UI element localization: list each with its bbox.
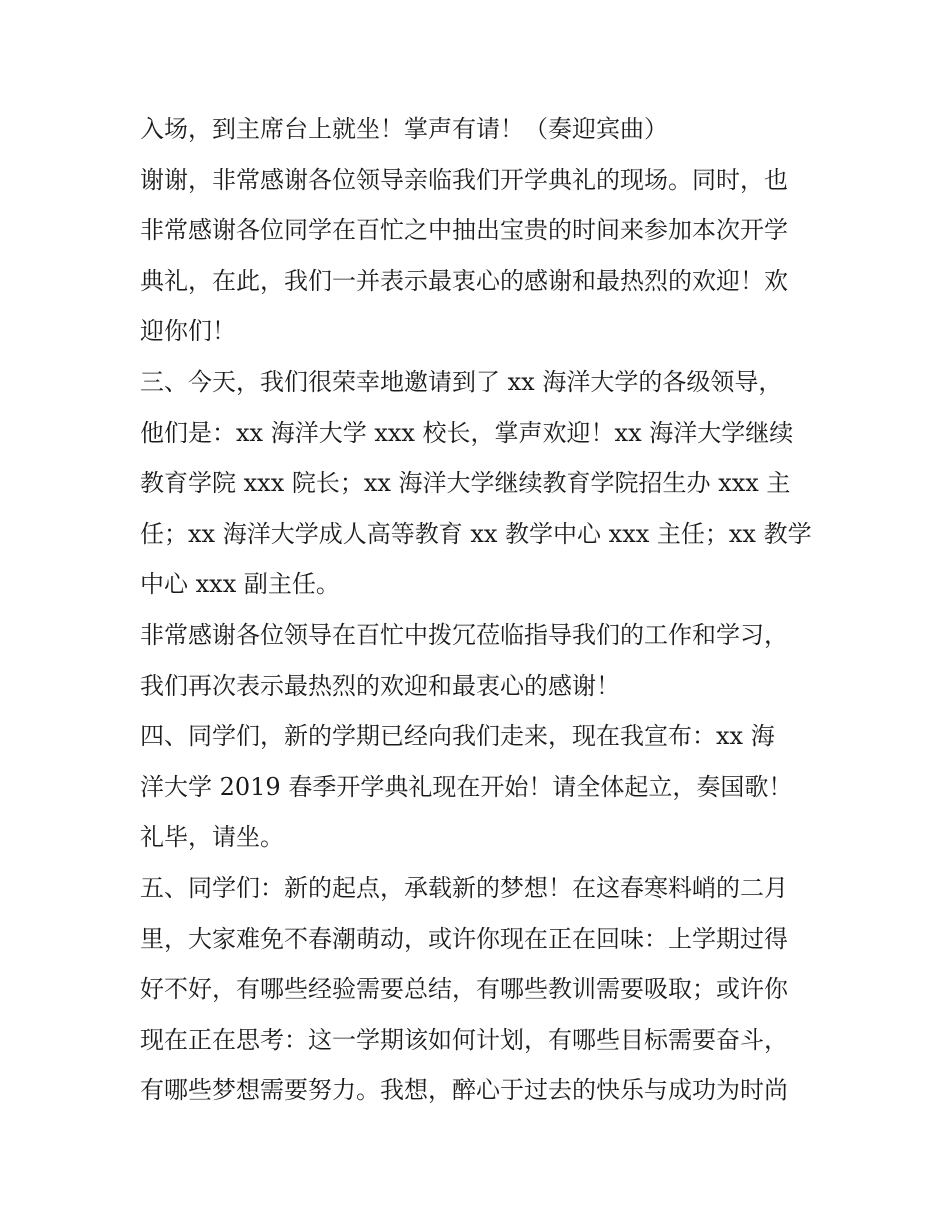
text-line: 他们是：xx 海洋大学 xxx 校长，掌声欢迎！xx 海洋大学继续 <box>140 418 794 447</box>
text-line: 教育学院 xxx 院长；xx 海洋大学继续教育学院招生办 xxx 主 <box>140 469 791 498</box>
text-line: 现在正在思考：这一学期该如何计划，有哪些目标需要奋斗， <box>140 1025 788 1054</box>
document-body <box>140 104 820 1116</box>
text-line: 我们再次表示最热烈的欢迎和最衷心的感谢！ <box>140 671 620 700</box>
text-line: 入场，到主席台上就坐！掌声有请！（奏迎宾曲） <box>140 115 668 143</box>
text-line: 非常感谢各位同学在百忙之中抽出宝贵的时间来参加本次开学 <box>140 216 788 245</box>
text-line: 好不好，有哪些经验需要总结，有哪些教训需要吸取；或许你 <box>140 975 788 1004</box>
text-line: 任；xx 海洋大学成人高等教育 xx 教学中心 xxx 主任；xx 教学 <box>140 519 812 548</box>
text-line: 典礼，在此，我们一并表示最衷心的感谢和最热烈的欢迎！欢 <box>140 266 788 295</box>
text-line: 五、同学们：新的起点，承载新的梦想！在这春寒料峭的二月 <box>140 873 788 902</box>
text-line: 有哪些梦想需要努力。我想，醉心于过去的快乐与成功为时尚 <box>140 1076 788 1105</box>
text-line: 中心 xxx 副主任。 <box>140 570 340 599</box>
text-line: 谢谢，非常感谢各位领导亲临我们开学典礼的现场。同时，也 <box>140 165 788 194</box>
text-line: 洋大学 2019 春季开学典礼现在开始！请全体起立，奏国歌！ <box>140 772 793 801</box>
text-line: 里，大家难免不春潮萌动，或许你现在正在回味：上学期过得 <box>140 924 788 953</box>
text-line: 三、今天，我们很荣幸地邀请到了 xx 海洋大学的各级领导， <box>140 367 783 396</box>
text-line: 迎你们！ <box>140 317 236 346</box>
text-line: 非常感谢各位领导在百忙中拨冗莅临指导我们的工作和学习， <box>140 620 788 649</box>
text-line: 礼毕，请坐。 <box>140 823 284 852</box>
text-line: 四、同学们，新的学期已经向我们走来，现在我宣布：xx 海 <box>140 722 775 751</box>
